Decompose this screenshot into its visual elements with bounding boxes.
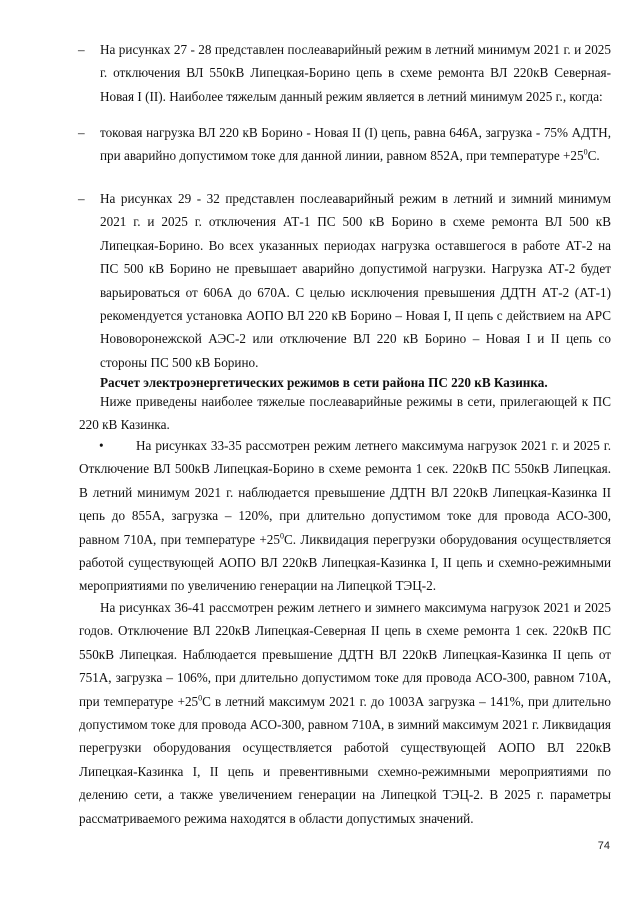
dash-marker: – — [78, 125, 85, 140]
dash-marker: – — [78, 191, 85, 206]
paragraph-text-end: С. Ликвидация перегрузки оборудования осуществляется работой существующей АОПО ВЛ 220кВ Липецкая-Казинка I, II цепь и схемно-режимными мероприятиями по увеличению генерации на Липецкой ТЭЦ-2. — [79, 531, 611, 594]
paragraph-figures-29-32 — [78, 187, 611, 374]
superscript: 0 — [198, 693, 203, 703]
bullet-marker: • — [99, 438, 104, 453]
dash-marker: – — [78, 42, 85, 57]
paragraph-current-load — [78, 121, 611, 168]
paragraph-text-end: С в летний максимум 2021 г. до 1003А загрузка – 141%, при длительно допустимом токе для провода АСО-300, равном 710А, в зимний максимум 2021 г. Ликвидация перегрузки оборудования осуществляется работой существующей АОПО ВЛ 220кВ Липецкая-Казинка I, II цепь и превентивными схемно-режимными мероприятиями по делению сети, а также увеличением генерации на Липецкой ТЭЦ-2. В 2025 г. параметры рассматриваемого режима находятся в области допустимых значений. — [79, 693, 611, 826]
paragraph-figures-33-35 — [79, 434, 611, 598]
section-heading: Расчет электроэнергетических режимов в сети района ПС 220 кВ Казинка. — [100, 375, 548, 390]
paragraph-figures-27-28 — [78, 38, 611, 108]
paragraph-text: На рисунках 36-41 рассмотрен режим летнего и зимнего максимума нагрузок 2021 и 2025 годов. Отключение ВЛ 220кВ Липецкая-Северная II цепь в схеме ремонта 1 сек. 220кВ ПС 550кВ Липецкая. Наблюдается превышение ДДТН ВЛ 220кВ Липецкая-Казинка II цепь от 751А, загрузка – 106%, при длительно допустимом токе для провода АСО-300, равном 710А, при температуре +25 — [79, 600, 611, 709]
paragraph-intro-kazinka: Ниже приведены наиболее тяжелые послеаварийные режимы в сети, прилегающей к ПС 220 кВ Казинка. — [79, 394, 611, 433]
paragraph-text-end: С. — [587, 148, 600, 164]
page-number: 74 — [597, 840, 610, 852]
paragraph-figures-36-41 — [79, 596, 611, 830]
paragraph-text: На рисунках 29 - 32 представлен послеаварийный режим в летний и зимний минимум 2021 г. и 2025 г. отключения АТ-1 ПС 500 кВ Борино в схеме ремонта ВЛ 500 кВ Липецкая-Борино. Во всех указанных периодах нагрузка оставшегося в работе АТ-2 на ПС 500 кВ Борино не превышает аварийно допустимой нагрузки. Нагрузка АТ-2 будет варьироваться от 606А до 670А. С целью исключения превышения ДДТН АТ-2 (АТ-1) рекомендуется установка АОПО ВЛ 220 кВ Борино – Новая I, II цепь с действием на АРС Нововоронежской АЭС-2 или отключение ВЛ 220 кВ Борино – Новая I и II цепь со стороны ПС 500 кВ Борино. — [100, 191, 611, 370]
paragraph-text: токовая нагрузка ВЛ 220 кВ Борино - Новая II (I) цепь, равна 646А, загрузка - 75% АДТН, при аварийно допустимом токе для данной линии, равном 852А, при температуре +25 — [100, 125, 611, 164]
superscript: 0 — [583, 148, 588, 158]
superscript: 0 — [279, 531, 284, 541]
paragraph-text: На рисунках 33-35 рассмотрен режим летнего максимума нагрузок 2021 г. и 2025 г. Отключение ВЛ 500кВ Липецкая-Борино в схеме ремонта 1 сек. 220кВ ПС 550кВ Липецкая. В летний минимум 2021 г. наблюдается превышение ДДТН ВЛ 220кВ Липецкая-Казинка II цепь до 855А, загрузка – 120%, при длительно допустимом токе для провода АСО-300, равном 710А, при температуре +25 — [79, 438, 611, 547]
paragraph-text: На рисунках 27 - 28 представлен послеаварийный режим в летний минимум 2021 г. и 2025 г. отключения ВЛ 550кВ Липецкая-Борино цепь в схеме ремонта ВЛ 220кВ Северная-Новая I (II). Наиболее тяжелым данный режим является в летний минимум 2025 г., когда: — [100, 42, 611, 104]
